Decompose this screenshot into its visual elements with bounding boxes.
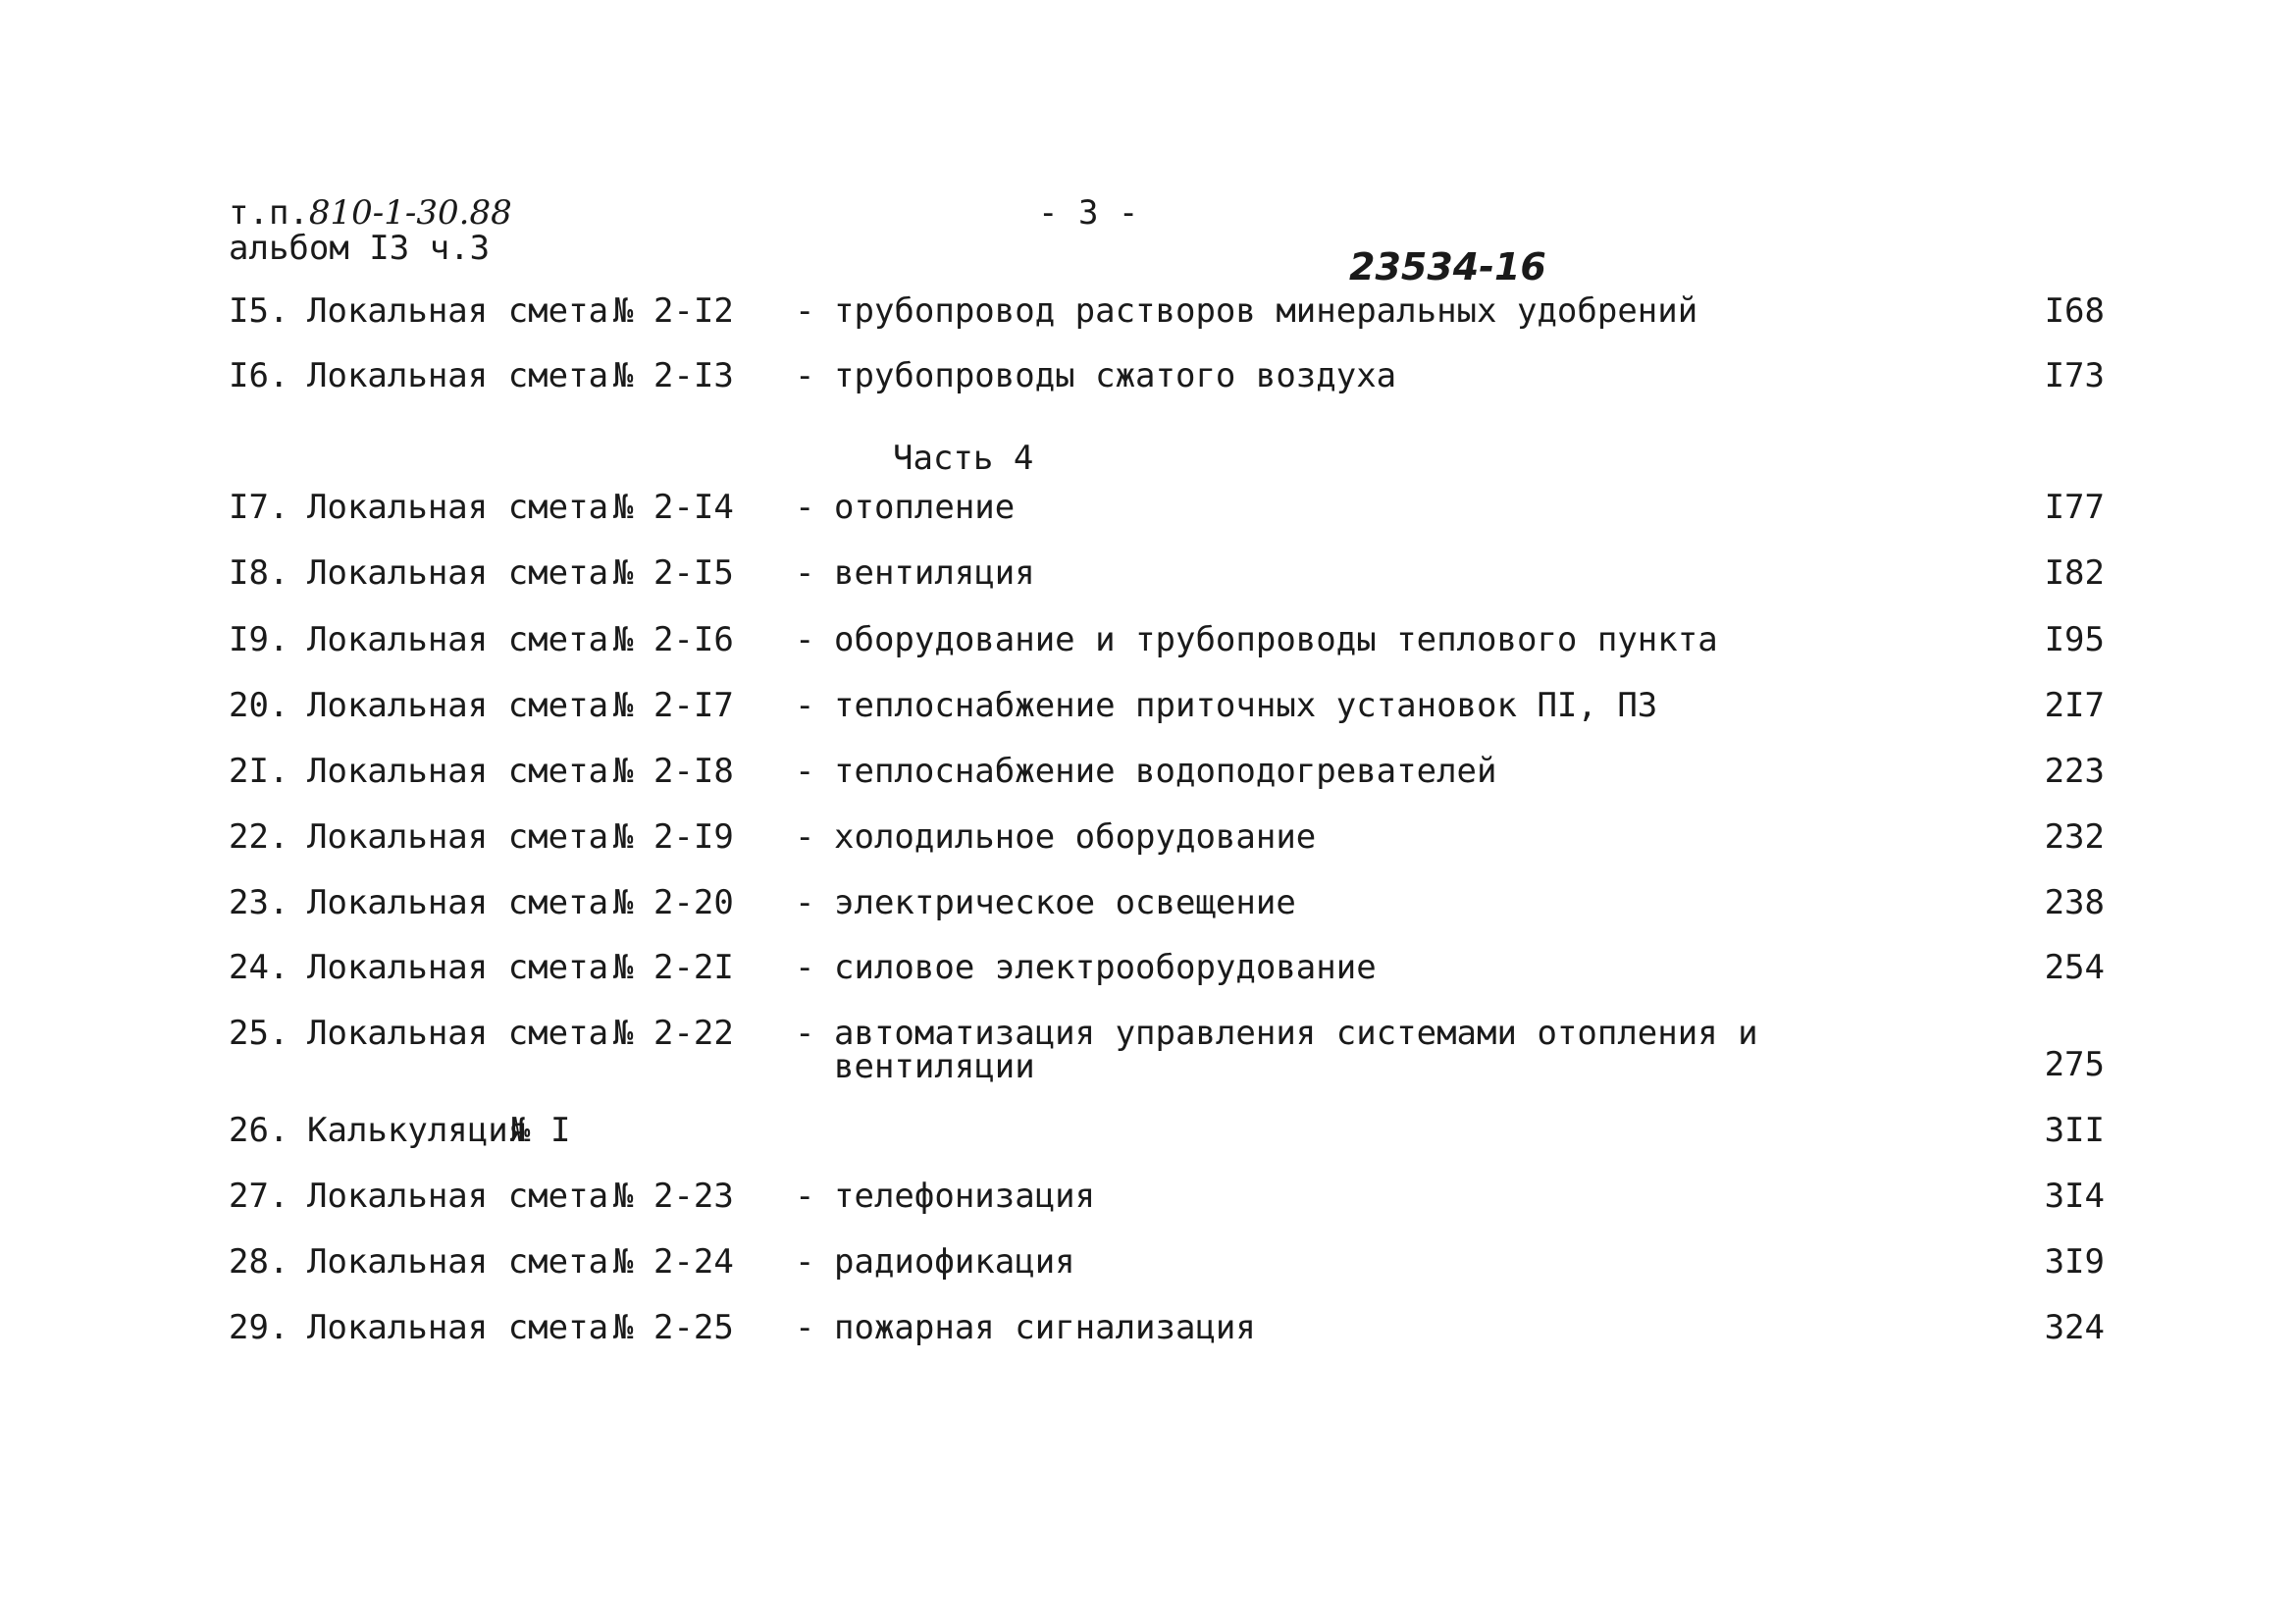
item-dash: - — [795, 1242, 815, 1282]
item-description: силовое электрооборудование — [834, 948, 1377, 987]
item-number: 23. — [229, 883, 289, 922]
list-item — [0, 553, 2296, 596]
item-type: Локальная смета — [307, 1014, 609, 1053]
doc-ref-prefix: т.п. — [229, 193, 309, 233]
item-dash: - — [795, 686, 815, 725]
item-type: Локальная смета — [307, 817, 609, 857]
page-number: - 3 - — [1038, 193, 1139, 233]
item-page: I68 — [2044, 291, 2105, 331]
item-description: электрическое освещение — [834, 883, 1296, 922]
stamp-number: 23534-16 — [1349, 245, 1546, 288]
item-number: 20. — [229, 686, 289, 725]
item-code: № 2-I6 — [613, 620, 734, 659]
list-item — [0, 1014, 2296, 1095]
item-number: 22. — [229, 817, 289, 857]
item-page: 275 — [2044, 1045, 2105, 1084]
item-code: № 2-25 — [613, 1308, 734, 1347]
item-page: I77 — [2044, 488, 2105, 527]
item-code: № 2-I9 — [613, 817, 734, 857]
item-description: оборудование и трубопроводы теплового пункта — [834, 620, 1718, 659]
item-description: вентиляция — [834, 553, 1035, 593]
item-code: № 2-I7 — [613, 686, 734, 725]
list-item — [0, 488, 2296, 530]
item-number: I9. — [229, 620, 289, 659]
item-code: № 2-I2 — [613, 291, 734, 331]
section-title: Часть 4 — [893, 439, 1034, 478]
item-number: 27. — [229, 1177, 289, 1216]
item-dash: - — [795, 817, 815, 857]
item-number: 24. — [229, 948, 289, 987]
item-number: 28. — [229, 1242, 289, 1282]
item-number: 29. — [229, 1308, 289, 1347]
item-page: 254 — [2044, 948, 2105, 987]
item-dash: - — [795, 620, 815, 659]
item-code: № 2-2I — [613, 948, 734, 987]
item-description: трубопроводы сжатого воздуха — [834, 356, 1397, 395]
item-type: Локальная смета — [307, 1177, 609, 1216]
list-item — [0, 1179, 2296, 1219]
item-type: Локальная смета — [307, 1308, 609, 1347]
item-page: 223 — [2044, 752, 2105, 791]
item-dash: - — [795, 883, 815, 922]
item-page: I82 — [2044, 553, 2105, 593]
item-description-continued: вентиляции — [834, 1047, 1035, 1086]
item-number: I6. — [229, 356, 289, 395]
list-item — [0, 356, 2296, 398]
item-number: 25. — [229, 1014, 289, 1053]
list-item — [0, 817, 2296, 860]
item-code: № 2-I4 — [613, 488, 734, 527]
item-page: 3II — [2044, 1111, 2105, 1150]
item-page: 3I9 — [2044, 1242, 2105, 1282]
item-dash: - — [795, 1308, 815, 1347]
list-item — [0, 1111, 2296, 1153]
item-code: № I — [510, 1111, 571, 1150]
album-label: альбом I3 ч.3 — [229, 229, 491, 268]
item-type: Локальная смета — [307, 488, 609, 527]
item-code: № 2-I5 — [613, 553, 734, 593]
item-type: Локальная смета — [307, 883, 609, 922]
item-page: 232 — [2044, 817, 2105, 857]
list-item — [0, 1308, 2296, 1350]
item-page: 324 — [2044, 1308, 2105, 1347]
list-item — [0, 948, 2296, 990]
item-dash: - — [795, 291, 815, 331]
item-description: холодильное оборудование — [834, 817, 1317, 857]
item-dash: - — [795, 1177, 815, 1216]
list-item — [0, 752, 2296, 794]
list-item — [0, 620, 2296, 662]
list-item — [0, 686, 2296, 728]
item-description: отопление — [834, 488, 1016, 527]
item-type: Локальная смета — [307, 356, 609, 395]
item-number: I8. — [229, 553, 289, 593]
item-type: Локальная смета — [307, 752, 609, 791]
item-number: I5. — [229, 291, 289, 331]
item-description: теплоснабжение приточных установок ПI, П3 — [834, 686, 1658, 725]
document-reference — [229, 193, 512, 233]
item-page: 2I7 — [2044, 686, 2105, 725]
doc-ref-handwritten: 810-1-30.88 — [308, 193, 512, 233]
item-page: I73 — [2044, 356, 2105, 395]
item-dash: - — [795, 1014, 815, 1053]
item-page: 238 — [2044, 883, 2105, 922]
item-code: № 2-22 — [613, 1014, 734, 1053]
item-code: № 2-I3 — [613, 356, 734, 395]
list-item — [0, 291, 2296, 334]
item-type: Локальная смета — [307, 291, 609, 331]
item-dash: - — [795, 553, 815, 593]
item-code: № 2-23 — [613, 1177, 734, 1216]
item-type: Локальная смета — [307, 620, 609, 659]
item-description: автоматизация управления системами отопления и — [834, 1014, 1758, 1053]
item-description: радиофикация — [834, 1242, 1075, 1282]
list-item — [0, 883, 2296, 925]
item-number: 2I. — [229, 752, 289, 791]
item-description: телефонизация — [834, 1177, 1096, 1216]
item-type: Калькуляция — [307, 1111, 529, 1150]
item-description: пожарная сигнализация — [834, 1308, 1256, 1347]
item-page: I95 — [2044, 620, 2105, 659]
item-type: Локальная смета — [307, 686, 609, 725]
item-dash: - — [795, 356, 815, 395]
item-description: теплоснабжение водоподогревателей — [834, 752, 1497, 791]
item-code: № 2-I8 — [613, 752, 734, 791]
item-description: трубопровод растворов минеральных удобрений — [834, 291, 1698, 331]
item-code: № 2-20 — [613, 883, 734, 922]
item-type: Локальная смета — [307, 1242, 609, 1282]
item-dash: - — [795, 948, 815, 987]
item-code: № 2-24 — [613, 1242, 734, 1282]
item-type: Локальная смета — [307, 948, 609, 987]
item-number: I7. — [229, 488, 289, 527]
item-dash: - — [795, 752, 815, 791]
list-item — [0, 1242, 2296, 1284]
item-number: 26. — [229, 1111, 289, 1150]
item-dash: - — [795, 488, 815, 527]
item-type: Локальная смета — [307, 553, 609, 593]
item-page: 3I4 — [2044, 1177, 2105, 1216]
